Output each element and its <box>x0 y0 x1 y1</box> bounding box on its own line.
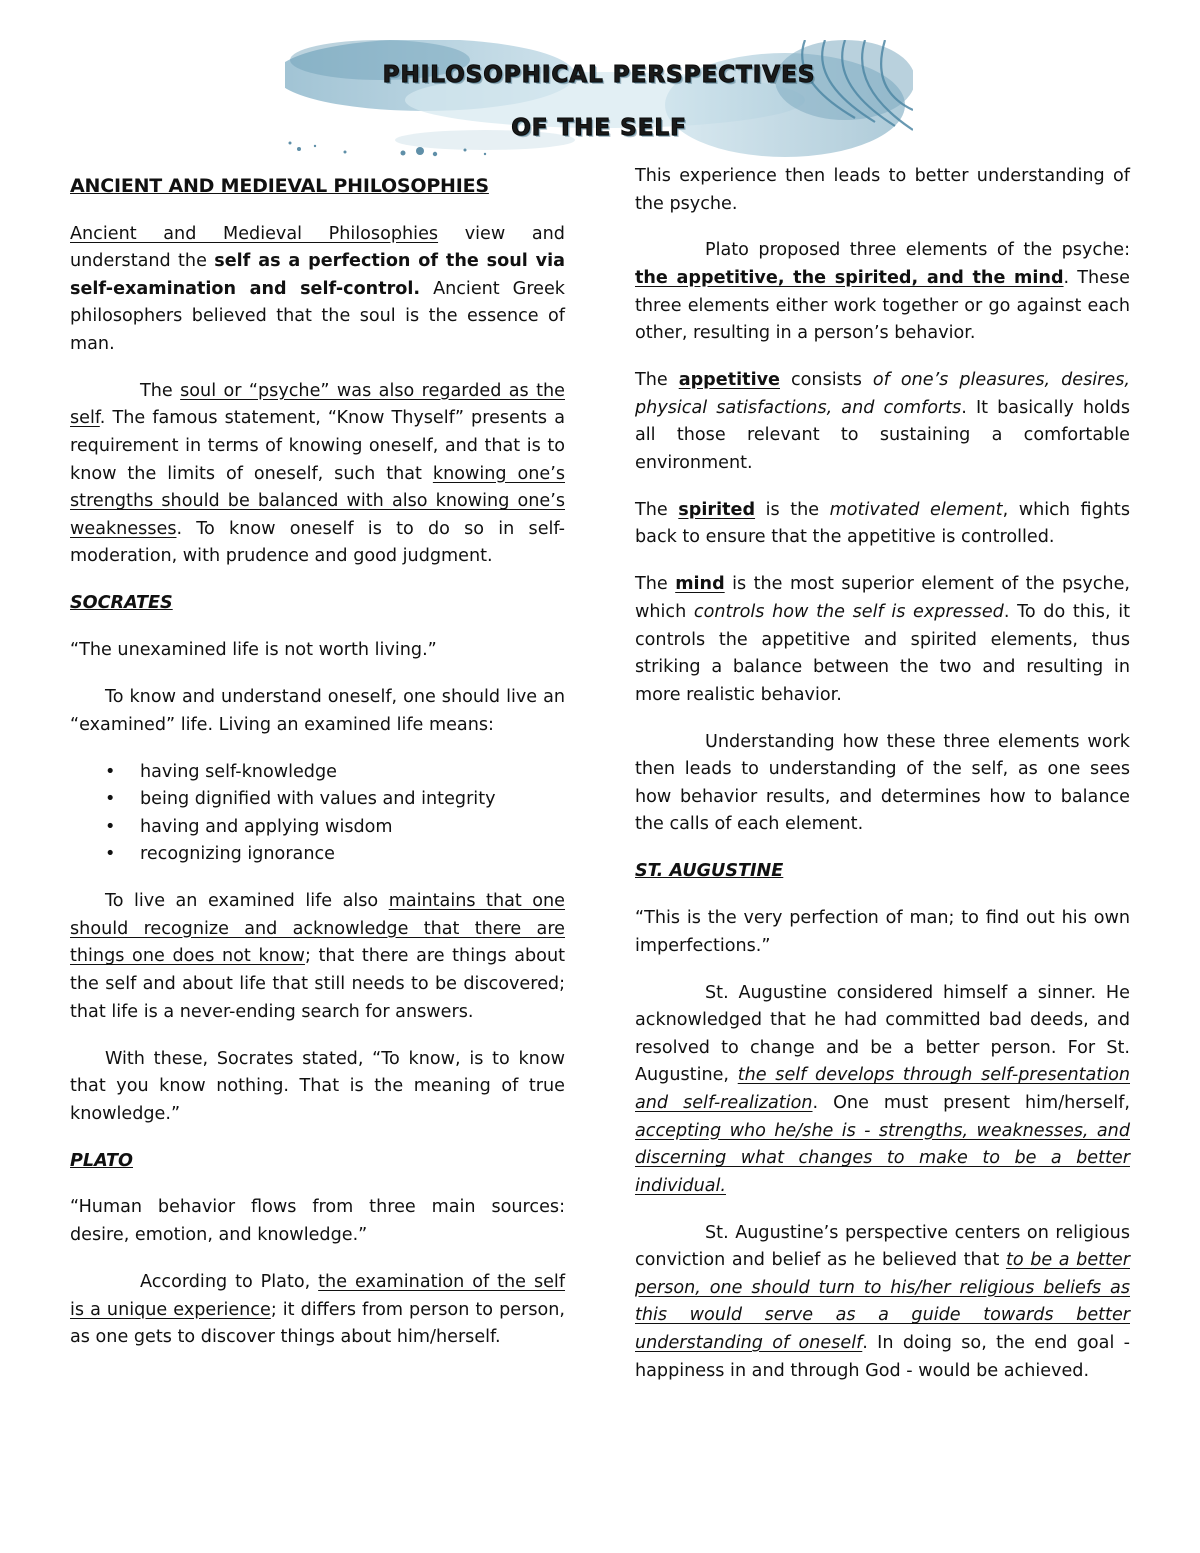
socrates-paragraph-3: With these, Socrates stated, “To know, is to know that you know nothing. That is the meaning of true knowledge.” <box>70 1048 565 1124</box>
left-column <box>70 165 565 1371</box>
plato-paragraph-1: According to Plato, the examination of the self is a unique experience; it differs from person to person, as one gets to discover things about him/herself. <box>70 1271 566 1348</box>
understanding-paragraph: Understanding how these three elements work then leads to understanding of the self, as one sees how behavior results, and determines how to balance the calls of each element. <box>635 731 1130 835</box>
augustine-quote: “This is the very perfection of man; to find out his own imperfections.” <box>635 908 1130 956</box>
title-banner <box>285 40 913 158</box>
bold-phrase: self as a perfection of the soul via self-examination and self-control. <box>70 251 566 299</box>
list-item: • having and applying wisdom <box>140 814 565 842</box>
socrates-heading: SOCRATES <box>70 593 173 614</box>
intro-paragraph: Ancient and Medieval Philosophies view and understand the self as a perfection of the soul via self-examination and self-control. Ancient Greek philosophers believed that the soul is the essence of man. <box>70 223 566 354</box>
augustine-heading: ST. AUGUSTINE <box>635 861 784 882</box>
soul-paragraph: The soul or “psyche” was also regarded as the self. The famous statement, “Know Thyself” presents a requirement in terms of knowing oneself, and that is to know the limits of oneself, such that knowing one’s strengths should be balanced with also knowing one’s weaknesses. To know oneself is to do so in self-moderation, with prudence and good judgment. <box>70 380 565 567</box>
title-line-1: PHILOSOPHICAL PERSPECTIVES <box>382 62 816 88</box>
list-item: • having self-knowledge <box>140 759 565 787</box>
examined-life-list <box>70 759 565 869</box>
title-line-2: OF THE SELF <box>511 115 687 141</box>
right-column <box>635 163 1130 1405</box>
plato-quote: “Human behavior flows from three main sources: desire, emotion, and knowledge.” <box>70 1197 565 1246</box>
three-elements-paragraph: Plato proposed three elements of the psyche: the appetitive, the spirited, and the mind. These three elements either work together or go against each other, resulting in a person’s behavior. <box>635 240 1130 344</box>
underlined-term: Ancient and Medieval Philosophies <box>70 223 439 244</box>
spirited-paragraph: The spirited is the motivated element, which fights back to ensure that the appetitive is controlled. <box>635 499 1130 548</box>
socrates-paragraph-2: To live an examined life also maintains that one should recognize and acknowledge that there are things one does not know; that there are things about the self and about life that still needs to be discovered; that life is a never-ending search for answers. <box>70 891 566 1022</box>
mind-paragraph: The mind is the most superior element of the psyche, which controls how the self is expressed. To do this, it controls the appetitive and spirited elements, thus striking a balance between the two and resulting in more realistic behavior. <box>635 574 1130 705</box>
socrates-paragraph-1: To know and understand oneself, one should live an “examined” life. Living an examined life means: <box>70 687 565 735</box>
augustine-paragraph-2: St. Augustine’s perspective centers on religious conviction and belief as he believed that to be a better person, one should turn to his/her religious beliefs as this would serve as a guide towards better understanding of oneself. In doing so, the end goal - happiness in and through God - would be achieved. <box>635 1222 1130 1381</box>
socrates-quote: “The unexamined life is not worth living.” <box>70 640 437 661</box>
augustine-paragraph-1: St. Augustine considered himself a sinner. He acknowledged that he had committed bad deeds, and resolved to change and be a better person. For St. Augustine, the self develops through self-presentation and self-realization. One must present him/herself, accepting who he/she is - strengths, weaknesses, and discerning what changes to make to be a better individual. <box>635 982 1130 1196</box>
list-item: • being dignified with values and integrity <box>140 786 565 814</box>
psyche-paragraph: This experience then leads to better understanding of the psyche. <box>635 166 1130 214</box>
appetitive-paragraph: The appetitive consists of one’s pleasures, desires, physical satisfactions, and comforts. It basically holds all those relevant to sustaining a comfortable environment. <box>635 370 1130 473</box>
list-item: • recognizing ignorance <box>140 841 565 869</box>
section-heading: ANCIENT AND MEDIEVAL PHILOSOPHIES <box>70 175 489 197</box>
plato-heading: PLATO <box>70 1150 133 1171</box>
